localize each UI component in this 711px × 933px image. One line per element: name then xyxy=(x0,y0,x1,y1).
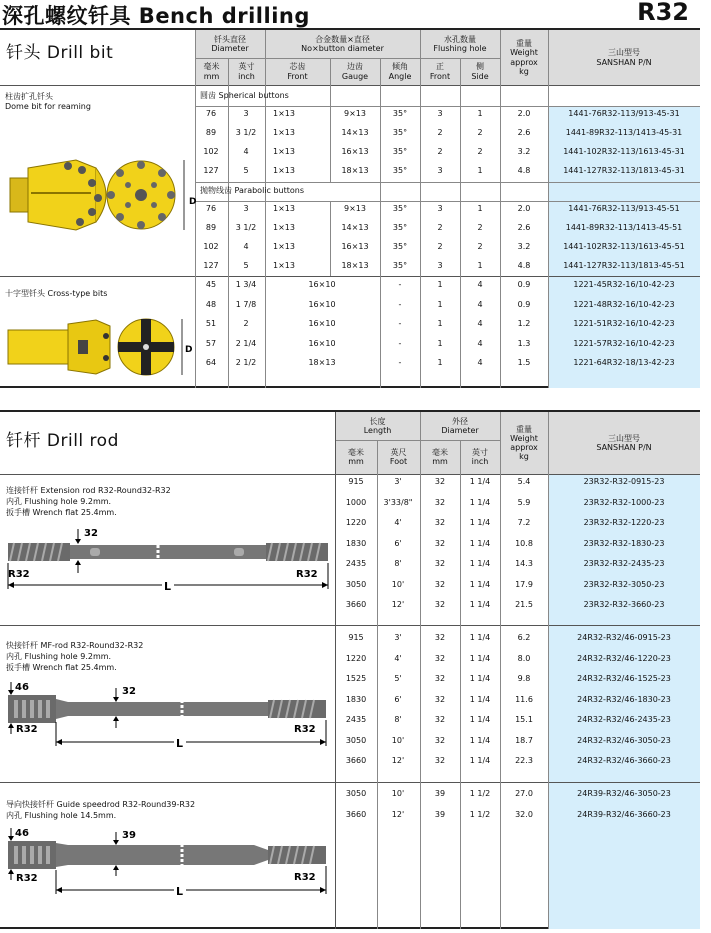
col-diameter: 钎头直径 Diameter xyxy=(195,30,265,58)
bit-flush-front: 2 xyxy=(437,223,443,232)
rod-diameter-mm: 32 xyxy=(434,674,446,683)
rod-length-foot: 8' xyxy=(394,715,402,724)
bit-flush-side: 1 xyxy=(477,261,483,270)
rod-col-pn: 三山型号 SANSHAN P/N xyxy=(548,412,700,474)
bit-part-number: 1441-76R32-113/913-45-51 xyxy=(568,204,680,213)
rod-part-number: 23R32-R32-1220-23 xyxy=(583,518,665,527)
bit-flush-side: 4 xyxy=(477,319,483,328)
rod-col-diameter: 外径 Diameter xyxy=(420,412,500,440)
bit-angle: 35° xyxy=(392,242,408,251)
bit-part-number: 1441-76R32-113/913-45-31 xyxy=(568,109,680,118)
col-mm: 毫米 mm xyxy=(195,58,228,85)
bit-button: 16×10 xyxy=(308,338,336,348)
rod-col-mm: 毫米 mm xyxy=(335,440,377,474)
rod-weight: 14.3 xyxy=(515,559,533,568)
bit-diameter-mm: 45 xyxy=(205,280,217,289)
bit-diameter-mm: 127 xyxy=(203,166,219,175)
bit-weight: 1.5 xyxy=(517,358,531,367)
rod-length-foot: 6' xyxy=(394,538,402,548)
rod-weight: 8.0 xyxy=(517,653,531,663)
bit-diameter-mm: 76 xyxy=(205,204,217,213)
rod-length-foot: 4' xyxy=(394,518,402,527)
bit-flush-front: 1 xyxy=(437,358,443,367)
col-flushing: 水孔数量 Flushing hole xyxy=(420,30,500,58)
bit-gauge: 18×13 xyxy=(341,261,369,270)
rod-section-title: 钎杆 Drill rod xyxy=(6,431,119,451)
rod-length-mm: 1220 xyxy=(345,518,367,527)
bit-part-number: 1441-102R32-113/1613-45-31 xyxy=(563,147,685,156)
rod-diameter-inch: 1 1/4 xyxy=(469,477,491,486)
rod-part-number: 24R32-R32/46-2435-23 xyxy=(577,715,671,724)
dome-bit-illustration xyxy=(6,148,196,243)
bit-weight: 0.9 xyxy=(517,280,531,289)
bit-weight: 2.0 xyxy=(517,109,531,118)
rod-length-mm: 1525 xyxy=(345,674,367,683)
bit-front: 1×13 xyxy=(273,128,295,137)
col-angle: 倾角 Angle xyxy=(380,58,420,85)
guide-len-label: L xyxy=(176,885,184,898)
col-buttons: 合金数量×直径 No×button diameter xyxy=(265,30,420,58)
bit-flush-front: 1 xyxy=(437,338,443,348)
bit-gauge: 9×13 xyxy=(344,204,366,213)
col-fl-front: 正 Front xyxy=(420,58,460,85)
bit-front: 1×13 xyxy=(273,223,295,232)
rod-length-foot: 10' xyxy=(391,789,405,798)
rod-diameter-mm: 32 xyxy=(434,538,446,548)
rod-length-mm: 3050 xyxy=(345,789,367,798)
rod-diameter-mm: 32 xyxy=(434,715,446,724)
rod-col-mm2: 毫米 mm xyxy=(420,440,460,474)
bit-weight: 2.6 xyxy=(517,223,531,232)
rod-length-mm: 1000 xyxy=(345,497,367,507)
bit-diameter-mm: 51 xyxy=(205,319,217,328)
bit-front: 1×13 xyxy=(273,204,295,213)
rod-diameter-mm: 32 xyxy=(434,497,446,507)
guide-top-label: 46 xyxy=(15,828,29,839)
bit-weight: 2.0 xyxy=(517,204,531,213)
mf-dia-label: 32 xyxy=(122,686,136,697)
thread-code: R32 xyxy=(637,0,689,26)
drill-bit-table xyxy=(0,28,700,388)
rod-diameter-inch: 1 1/4 xyxy=(469,653,491,663)
bit-weight: 1.2 xyxy=(517,319,531,328)
bit-part-number: 1441-89R32-113/1413-45-51 xyxy=(565,223,683,232)
col-fl-side: 侧 Side xyxy=(460,58,500,85)
bit-gauge: 16×13 xyxy=(341,242,369,251)
rod-weight: 9.8 xyxy=(517,674,531,683)
bit-flush-front: 3 xyxy=(437,261,443,270)
rod-length-mm: 3050 xyxy=(345,735,367,745)
rod-diameter-mm: 32 xyxy=(434,694,446,704)
rod-length-mm: 1830 xyxy=(345,694,367,704)
bit-diameter-inch: 3 1/2 xyxy=(235,223,257,232)
extension-len-label: L xyxy=(164,580,172,592)
extension-dia-label: 32 xyxy=(84,528,98,539)
rod-diameter-inch: 1 1/4 xyxy=(469,674,491,683)
bit-angle: - xyxy=(398,299,402,309)
rod-diameter-mm: 32 xyxy=(434,653,446,663)
rod-col-weight: 重量 Weight approx kg xyxy=(500,412,548,474)
rod-diameter-mm: 32 xyxy=(434,756,446,765)
bit-weight: 3.2 xyxy=(517,147,531,156)
rod-diameter-inch: 1 1/4 xyxy=(469,600,491,609)
rod-part-number: 24R32-R32/46-3050-23 xyxy=(577,735,671,745)
rod-weight: 15.1 xyxy=(515,715,533,724)
rod-length-mm: 2435 xyxy=(345,715,367,724)
rod-length-foot: 4' xyxy=(394,653,402,663)
bit-diameter-inch: 1 3/4 xyxy=(235,280,257,289)
bit-flush-side: 4 xyxy=(477,358,483,367)
rod-part-number: 23R32-R32-3050-23 xyxy=(583,579,665,589)
rod-part-number: 24R32-R32/46-1525-23 xyxy=(577,674,671,683)
rod-part-number: 24R32-R32/46-3660-23 xyxy=(577,756,671,765)
extension-right-thread: R32 xyxy=(296,569,318,580)
rod-length-foot: 3'33/8" xyxy=(383,497,413,507)
rod-part-number: 23R32-R32-1000-23 xyxy=(583,497,665,507)
rod-length-foot: 10' xyxy=(391,579,405,589)
guide-rod-illustration xyxy=(6,826,331,898)
bit-flush-side: 4 xyxy=(477,338,483,348)
rod-weight: 5.4 xyxy=(517,477,531,486)
bit-angle: 35° xyxy=(392,147,408,156)
rod-diameter-mm: 32 xyxy=(434,518,446,527)
page-title: 深孔螺纹钎具 Bench drilling xyxy=(2,4,310,28)
rod-diameter-inch: 1 1/4 xyxy=(469,694,491,704)
bit-angle: 35° xyxy=(392,128,408,137)
cross-bit-illustration xyxy=(6,312,196,382)
rod-diameter-mm: 32 xyxy=(434,633,446,642)
bit-button: 18×13 xyxy=(308,358,336,367)
bit-gauge: 14×13 xyxy=(341,223,369,232)
bit-weight: 0.9 xyxy=(517,299,531,309)
bit-diameter-inch: 4 xyxy=(243,242,249,251)
rod-weight: 22.3 xyxy=(515,756,533,765)
extension-left-thread: R32 xyxy=(8,569,30,580)
bit-angle: 35° xyxy=(392,166,408,175)
bit-front: 1×13 xyxy=(273,242,295,251)
bit-flush-side: 2 xyxy=(477,242,483,251)
bit-flush-side: 2 xyxy=(477,128,483,137)
rod-weight: 11.6 xyxy=(515,694,533,704)
bit-flush-front: 1 xyxy=(437,280,443,289)
bit-flush-side: 1 xyxy=(477,109,483,118)
rod-diameter-mm: 32 xyxy=(434,579,446,589)
rod-length-foot: 12' xyxy=(391,756,405,765)
rod-diameter-inch: 1 1/4 xyxy=(469,756,491,765)
bit-flush-side: 1 xyxy=(477,166,483,175)
rod-weight: 10.8 xyxy=(515,538,533,548)
rod-diameter-mm: 39 xyxy=(434,789,446,798)
bit-weight: 3.2 xyxy=(517,242,531,251)
rod-weight: 21.5 xyxy=(515,600,533,609)
bit-front: 1×13 xyxy=(273,166,295,175)
rod-col-length: 长度 Length xyxy=(335,412,420,440)
bit-diameter-inch: 2 1/4 xyxy=(235,338,257,348)
rod-part-number: 23R32-R32-3660-23 xyxy=(583,600,665,609)
rod-weight: 18.7 xyxy=(515,735,533,745)
bit-angle: 35° xyxy=(392,109,408,118)
bit-diameter-inch: 4 xyxy=(243,147,249,156)
bit-part-number: 1441-127R32-113/1813-45-31 xyxy=(563,166,685,175)
rod-diameter-mm: 32 xyxy=(434,477,446,486)
bit-diameter-mm: 102 xyxy=(203,242,219,251)
bit-part-number: 1221-48R32-16/10-42-23 xyxy=(573,299,675,309)
rod-diameter-mm: 32 xyxy=(434,735,446,745)
rod-diameter-inch: 1 1/4 xyxy=(469,538,491,548)
bit-flush-front: 1 xyxy=(437,319,443,328)
guide-rod-desc: 导向快接钎杆 Guide speedrod R32-Round39-R32 内孔 Flushing hole 14.5mm. xyxy=(6,800,196,820)
dome-bit-name: 柱齿扩孔钎头 Dome bit for reaming xyxy=(5,92,91,112)
bit-gauge: 18×13 xyxy=(341,166,369,175)
bit-weight: 4.8 xyxy=(517,166,531,175)
parabolic-label: 抛物线齿 Parabolic buttons xyxy=(200,186,305,195)
bit-gauge: 9×13 xyxy=(344,109,366,118)
rod-length-mm: 3660 xyxy=(345,600,367,609)
rod-diameter-inch: 1 1/4 xyxy=(469,497,491,507)
guide-right-thread: R32 xyxy=(294,872,316,883)
col-weight: 重量 Weight approx kg xyxy=(500,30,548,85)
bit-angle: 35° xyxy=(392,204,408,213)
rod-diameter-inch: 1 1/4 xyxy=(469,579,491,589)
rod-length-mm: 1220 xyxy=(345,653,367,663)
rod-diameter-inch: 1 1/4 xyxy=(469,735,491,745)
col-gauge: 边齿 Gauge xyxy=(330,58,380,85)
dome-dim-label: D xyxy=(189,197,196,207)
extension-rod-desc: 连接钎杆 Extension rod R32-Round32-R32 内孔 Flushing hole 9.2mm. 扳手槽 Wrench flat 25.4mm. xyxy=(6,486,171,517)
bit-diameter-mm: 127 xyxy=(203,261,219,270)
bit-weight: 1.3 xyxy=(517,338,531,348)
bit-part-number: 1221-57R32-16/10-42-23 xyxy=(573,338,675,348)
rod-weight: 17.9 xyxy=(515,579,533,589)
bit-flush-front: 3 xyxy=(437,204,443,213)
rod-length-foot: 5' xyxy=(394,674,402,683)
rod-diameter-inch: 1 1/2 xyxy=(469,789,491,798)
rod-part-number: 24R32-R32/46-0915-23 xyxy=(577,633,671,642)
bit-diameter-mm: 57 xyxy=(205,338,217,348)
guide-dia-label: 39 xyxy=(122,830,136,841)
bit-diameter-mm: 89 xyxy=(205,128,217,137)
bit-gauge: 16×13 xyxy=(341,147,369,156)
rod-length-foot: 3' xyxy=(394,633,402,642)
bit-flush-side: 1 xyxy=(477,204,483,213)
rod-col-foot: 英尺 Foot xyxy=(377,440,420,474)
mf-rod-illustration xyxy=(6,680,331,752)
rod-part-number: 23R32-R32-0915-23 xyxy=(583,477,665,486)
bit-flush-front: 1 xyxy=(437,299,443,309)
rod-length-mm: 915 xyxy=(348,477,364,486)
rod-length-foot: 10' xyxy=(391,735,405,745)
bit-flush-front: 2 xyxy=(437,128,443,137)
rod-col-inch: 英寸 inch xyxy=(460,440,500,474)
cross-dim-label: D xyxy=(185,345,193,355)
bit-flush-front: 3 xyxy=(437,166,443,175)
bit-front: 1×13 xyxy=(273,109,295,118)
rod-weight: 6.2 xyxy=(517,633,531,642)
rod-weight: 7.2 xyxy=(517,518,531,527)
bit-button: 16×10 xyxy=(308,280,336,289)
mf-right-thread: R32 xyxy=(294,724,316,735)
bit-part-number: 1221-64R32-18/13-42-23 xyxy=(573,358,675,367)
mf-rod-desc: 快接钎杆 MF-rod R32-Round32-R32 内孔 Flushing hole 9.2mm. 扳手槽 Wrench flat 25.4mm. xyxy=(6,641,144,672)
bit-section-title: 钎头 Drill bit xyxy=(6,43,114,63)
bit-flush-side: 2 xyxy=(477,223,483,232)
rod-length-mm: 1830 xyxy=(345,538,367,548)
rod-length-mm: 3050 xyxy=(345,579,367,589)
rod-part-number: 23R32-R32-1830-23 xyxy=(583,538,665,548)
bit-gauge: 14×13 xyxy=(341,128,369,137)
bit-front: 1×13 xyxy=(273,147,295,156)
drill-rod-table xyxy=(0,410,700,929)
bit-diameter-mm: 89 xyxy=(205,223,217,232)
rod-length-foot: 6' xyxy=(394,694,402,704)
rod-diameter-inch: 1 1/4 xyxy=(469,715,491,724)
bit-flush-side: 4 xyxy=(477,299,483,309)
bit-diameter-mm: 48 xyxy=(205,299,217,309)
bit-diameter-inch: 1 7/8 xyxy=(235,299,257,309)
bit-button: 16×10 xyxy=(308,299,336,309)
rod-length-mm: 3660 xyxy=(345,756,367,765)
bit-weight: 4.8 xyxy=(517,261,531,270)
rod-weight: 32.0 xyxy=(515,809,533,819)
bit-diameter-inch: 2 1/2 xyxy=(235,358,257,367)
rod-length-foot: 8' xyxy=(394,559,402,568)
mf-len-label: L xyxy=(176,737,184,750)
rod-part-number: 24R32-R32/46-1830-23 xyxy=(577,694,671,704)
bit-diameter-inch: 3 xyxy=(243,109,249,118)
bit-diameter-mm: 102 xyxy=(203,147,219,156)
rod-part-number: 24R39-R32/46-3660-23 xyxy=(577,809,671,819)
col-pn: 三山型号 SANSHAN P/N xyxy=(548,30,700,85)
bit-diameter-mm: 76 xyxy=(205,109,217,118)
mf-left-thread: R32 xyxy=(16,724,38,735)
cross-bit-name: 十字型钎头 Cross-type bits xyxy=(5,289,108,298)
rod-diameter-mm: 32 xyxy=(434,600,446,609)
rod-part-number: 23R32-R32-2435-23 xyxy=(583,559,665,568)
bit-flush-side: 4 xyxy=(477,280,483,289)
bit-angle: 35° xyxy=(392,223,408,232)
rod-length-mm: 915 xyxy=(348,633,364,642)
bit-diameter-inch: 2 xyxy=(243,319,249,328)
rod-length-mm: 3660 xyxy=(345,809,367,819)
bit-angle: - xyxy=(398,280,402,289)
bit-diameter-inch: 3 xyxy=(243,204,249,213)
bit-part-number: 1221-45R32-16/10-42-23 xyxy=(573,280,675,289)
bit-part-number: 1441-102R32-113/1613-45-51 xyxy=(563,242,685,251)
spherical-label: 圆齿 Spherical buttons xyxy=(200,91,289,100)
extension-rod-illustration xyxy=(6,527,331,592)
rod-part-number: 24R32-R32/46-1220-23 xyxy=(577,653,671,663)
bit-flush-front: 3 xyxy=(437,109,443,118)
col-front: 芯齿 Front xyxy=(265,58,330,85)
rod-length-foot: 12' xyxy=(391,809,405,819)
rod-length-mm: 2435 xyxy=(345,559,367,568)
bit-button: 16×10 xyxy=(308,319,336,328)
rod-diameter-inch: 1 1/4 xyxy=(469,559,491,568)
bit-part-number: 1441-89R32-113/1413-45-31 xyxy=(565,128,683,137)
bit-angle: - xyxy=(398,319,402,328)
bit-front: 1×13 xyxy=(273,261,295,270)
mf-top-label: 46 xyxy=(15,682,29,693)
bit-part-number: 1221-51R32-16/10-42-23 xyxy=(573,319,675,328)
bit-part-number: 1441-127R32-113/1813-45-51 xyxy=(563,261,685,270)
rod-weight: 5.9 xyxy=(517,497,531,507)
bit-angle: - xyxy=(398,358,402,367)
rod-diameter-inch: 1 1/4 xyxy=(469,518,491,527)
rod-diameter-mm: 39 xyxy=(434,809,446,819)
rod-diameter-mm: 32 xyxy=(434,559,446,568)
rod-weight: 27.0 xyxy=(515,789,533,798)
bit-diameter-inch: 5 xyxy=(243,166,249,175)
bit-flush-front: 2 xyxy=(437,147,443,156)
rod-diameter-inch: 1 1/2 xyxy=(469,809,491,819)
bit-flush-front: 2 xyxy=(437,242,443,251)
bit-flush-side: 2 xyxy=(477,147,483,156)
bit-angle: - xyxy=(398,338,402,348)
rod-diameter-inch: 1 1/4 xyxy=(469,633,491,642)
bit-diameter-mm: 64 xyxy=(205,358,217,367)
bit-angle: 35° xyxy=(392,261,408,270)
bit-weight: 2.6 xyxy=(517,128,531,137)
rod-length-foot: 3' xyxy=(394,477,402,486)
bit-diameter-inch: 3 1/2 xyxy=(235,128,257,137)
col-inch: 英寸 inch xyxy=(228,58,265,85)
guide-left-thread: R32 xyxy=(16,873,38,884)
rod-part-number: 24R39-R32/46-3050-23 xyxy=(577,789,671,798)
rod-length-foot: 12' xyxy=(391,600,405,609)
bit-diameter-inch: 5 xyxy=(243,261,249,270)
